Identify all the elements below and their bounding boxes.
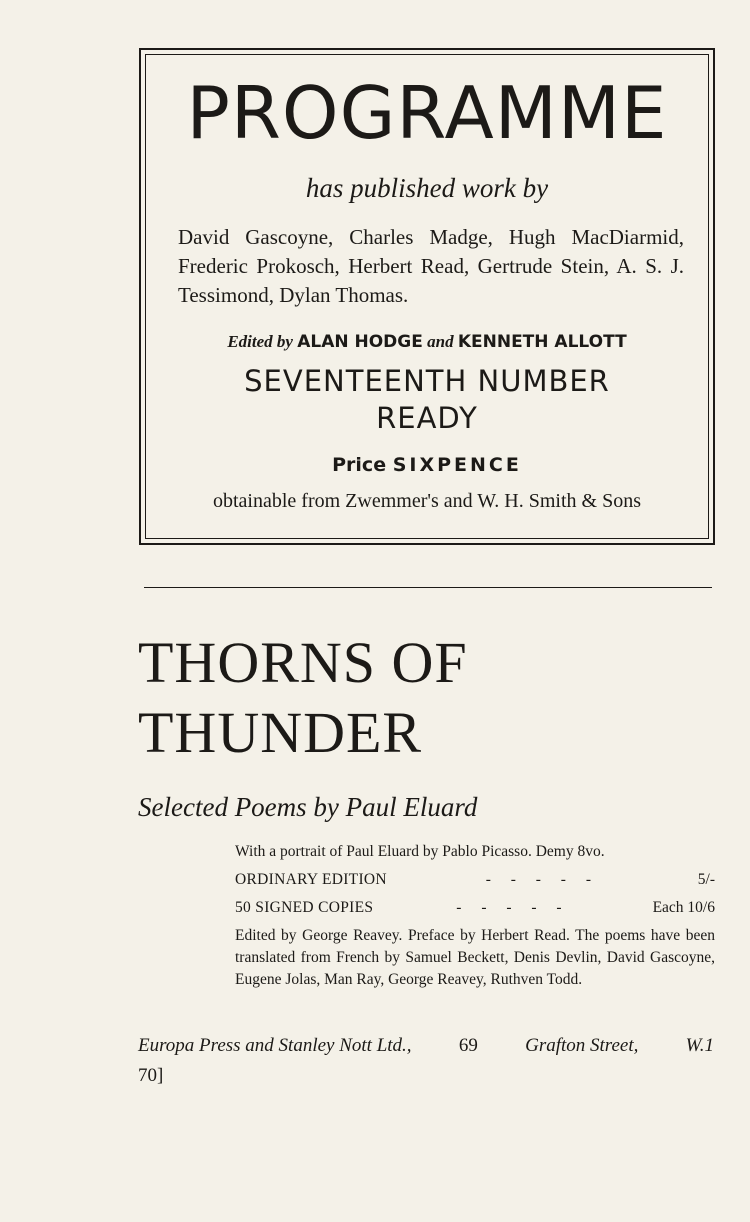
book-details — [235, 841, 715, 991]
price-value: SIXPENCE — [392, 454, 522, 476]
signed-copies-label: 50 SIGNED COPIES — [235, 899, 374, 916]
price-line — [146, 454, 708, 476]
ordinary-edition-price: 5/- — [697, 871, 715, 888]
postal-district: W.1 — [685, 1035, 714, 1056]
issue-announcement — [146, 363, 708, 437]
book-subtitle: Selected Poems by Paul Eluard — [138, 792, 478, 822]
contributor-list: David Gascoyne, Charles Madge, Hugh MacDiarmid, Frederic Prokosch, Herbert Read, Gertrude Stein, A. S. J. Tessimond, Dylan Thomas. — [178, 225, 684, 307]
book-title-line-1: THORNS OF — [138, 630, 468, 695]
price-label: Price — [332, 454, 387, 476]
editors-line — [146, 332, 708, 352]
editor-name-1: ALAN HODGE — [297, 332, 423, 352]
issue-line-2: READY — [376, 401, 478, 435]
availability-line: obtainable from Zwemmer's and W. H. Smith & Sons — [212, 490, 641, 512]
programme-masthead: PROGRAMME — [186, 71, 668, 155]
book-title — [138, 628, 468, 768]
page-number: 70] — [138, 1065, 164, 1086]
ordinary-edition-row — [235, 869, 715, 891]
signed-copies-dots: - - - - - — [456, 899, 570, 916]
editors-by: by — [276, 332, 293, 351]
signed-copies-price: Each 10/6 — [652, 899, 715, 916]
ordinary-edition-label: ORDINARY EDITION — [235, 871, 387, 888]
publisher-names: Europa Press and Stanley Nott Ltd., — [138, 1035, 412, 1056]
publisher-imprint — [138, 1035, 714, 1057]
credits-paragraph: Edited by George Reavey. Preface by Herbert Read. The poems have been translated from French by Samuel Beckett, Denis Devlin, David Gascoyne, Eugene Jolas, Man Ray, George Reavey, Ruthven Todd. — [235, 927, 715, 988]
street-number: 69 — [458, 1035, 478, 1056]
editor-name-2: KENNETH ALLOTT — [457, 332, 627, 352]
issue-line-1: SEVENTEENTH NUMBER — [244, 364, 610, 398]
editors-prefix: Edited — [227, 332, 273, 351]
section-divider — [144, 587, 712, 588]
ordinary-edition-dots: - - - - - — [485, 871, 599, 888]
advertisement-inner-border — [145, 54, 709, 539]
programme-advertisement — [139, 48, 715, 545]
street-name: Grafton Street, — [525, 1035, 639, 1056]
portrait-note: With a portrait of Paul Eluard by Pablo Picasso. Demy 8vo. — [235, 843, 605, 860]
programme-subtitle: has published work by — [305, 173, 549, 203]
signed-copies-row — [235, 897, 715, 919]
book-title-line-2: THUNDER — [138, 700, 423, 765]
editors-and: and — [427, 332, 454, 351]
